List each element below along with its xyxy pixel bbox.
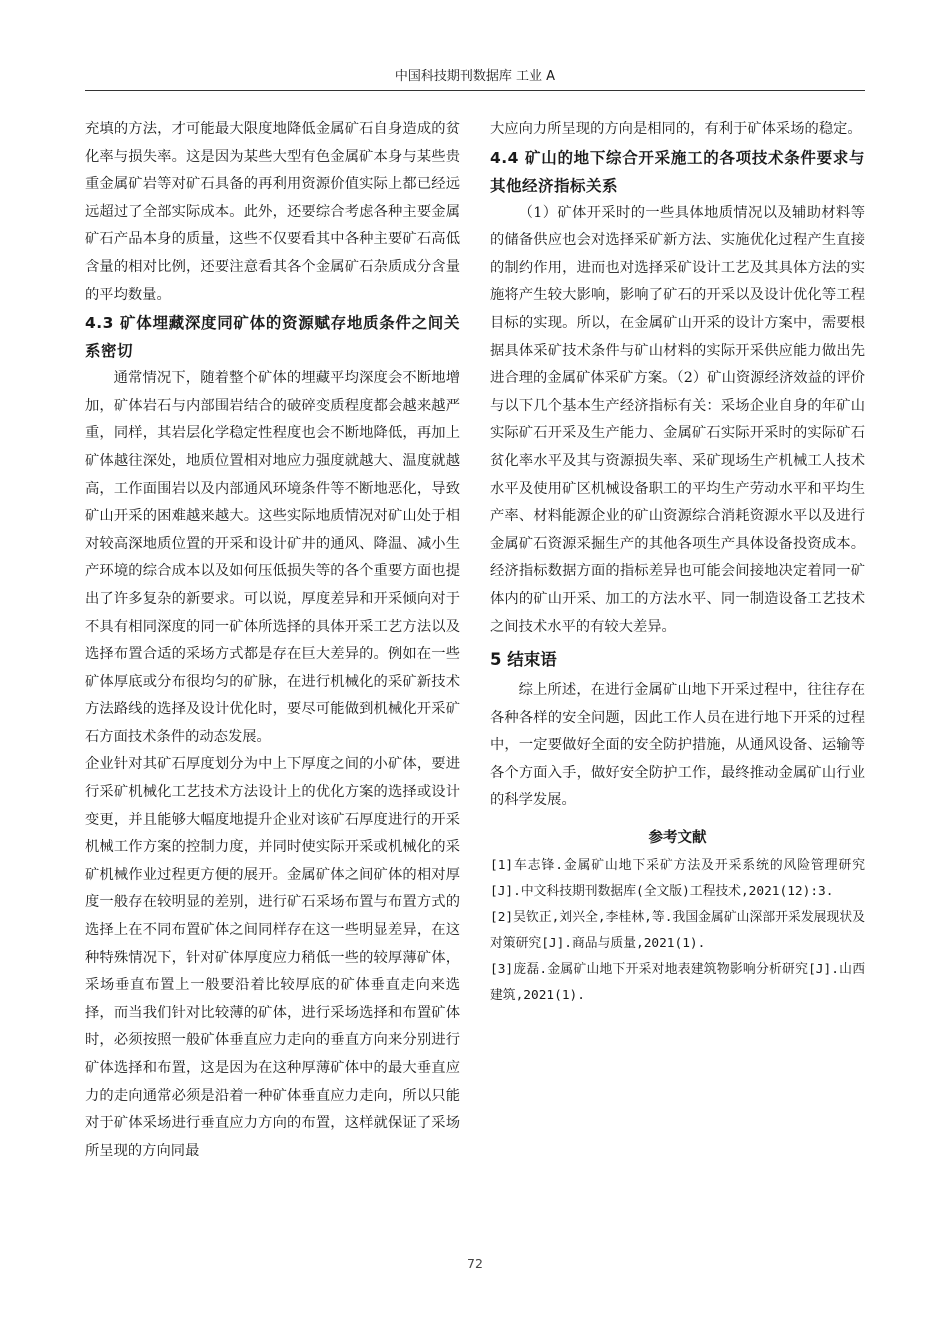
journal-header (85, 66, 865, 91)
paragraph-4-3-body-2: 企业针对其矿石厚度划分为中上下厚度之间的小矿体，要进行采矿机械化工艺技术方法设计上的优化方案的选择或设计变更，并且能够大幅度地提升企业对该矿石厚度进行的开采机械工作方案的控制力度，并同时使实际开采或机械化的采矿机械作业过程更方便的展开。金属矿体之间矿体的相对厚度一般存在较明显的差别，进行矿石采场布置与布置方式的选择上在不同布置矿体之间同样存在这一些明显差异，在这种特殊情况下，针对矿体厚度应力稍低一些的较厚薄矿体，采场垂直布置上一般要沿着比较厚底的矿体垂直走向来选择，而当我们针对比较薄的矿体，进行采场选择和布置矿体时，必须按照一般矿体垂直应力走向的垂直方向来分别进行矿体选择和布置，这是因为在这种厚薄矿体中的最大垂直应力的走向通常必须是沿着一种矿体垂直应力走向，所以只能对于矿体采场进行垂直应力方向的布置，这样就保证了采场所呈现的方向同最 (85, 756, 460, 1159)
section-4-3-heading: 4.3 矿体埋藏深度同矿体的资源赋存地质条件之间关系密切 (85, 314, 460, 361)
right-column (490, 116, 865, 1009)
paragraph-4-3-body: 通常情况下，随着整个矿体的埋藏平均深度会不断地增加，矿体岩石与内部围岩结合的破碎变质程度都会越来越严重，同样，其岩层化学稳定性程度也会不断地降低，再加上矿体越往深处，地质位置相对地应力强度就越大、温度就越高，工作面围岩以及内部通风环境条件等不断地恶化，导致矿山开采的困难越来越大。这些实际地质情况对矿山处于相对较高深地质位置的开采和设计矿井的通风、降温、减小生产环境的综合成本以及如何压低损失等的各个重要方面也提出了许多复杂的新要求。可以说，厚度差异和开采倾向对于不具有相同深度的同一矿体所选择的具体开采工艺方法以及选择布置合适的采场方式都是存在巨大差异的。例如在一些矿体厚底或分布很均匀的矿脉，在进行机械化的采矿新技术方法路线的选择及设计优化时，要尽可能做到机械化开采矿石方面技术条件的动态发展。 (85, 370, 460, 745)
section-4-4-heading: 4.4 矿山的地下综合开采施工的各项技术条件要求与其他经济指标关系 (490, 148, 865, 195)
references-list (490, 853, 865, 1009)
reference-item: [1]车志锋.金属矿山地下采矿方法及开采系统的风险管理研究[J].中文科技期刊数据库(全文版)工程技术,2021(12):3. (490, 857, 865, 899)
paragraph-continuation: 充填的方法，才可能最大限度地降低金属矿石自身造成的贫化率与损失率。这是因为某些大型有色金属矿本身与某些贵重金属矿岩等对矿石具备的再利用资源价值实际上都已经远远超过了全部实际成本。此外，还要综合考虑各种主要金属矿石产品本身的质量，这些不仅要看其中各种主要矿石高低含量的相对比例，还要注意看其各个金属矿石杂质成分含量的平均数量。 (85, 121, 460, 303)
page-number: 72 (467, 1256, 483, 1271)
references-heading: 参考文献 (648, 830, 707, 847)
conclusion-paragraph: 综上所述，在进行金属矿山地下开采过程中，往往存在各种各样的安全问题，因此工作人员在进行地下开采的过程中，一定要做好全面的安全防护措施，从通风设备、运输等各个方面入手，做好安全防护工作，最终推动金属矿山行业的科学发展。 (490, 682, 865, 809)
left-column (85, 116, 460, 1165)
reference-item: [3]庞磊.金属矿山地下开采对地表建筑物影响分析研究[J].山西建筑,2021(1). (490, 961, 865, 1003)
reference-item: [2]吴钦正,刘兴全,李桂林,等.我国金属矿山深部开采发展现状及对策研究[J].商品与质量,2021(1). (490, 909, 865, 951)
journal-title: 中国科技期刊数据库 工业 A (394, 69, 556, 84)
paragraph-continuation-right: 大应向力所呈现的方向是相同的，有利于矿体采场的稳定。 (490, 121, 862, 137)
paragraph-4-4-body: （1）矿体开采时的一些具体地质情况以及辅助材料等的储备供应也会对选择采矿新方法、实施优化过程产生直接的制约作用，进而也对选择采矿设计工艺及其具体方法的实施将产生较大影响，影响了矿石的开采以及设计优化等工程目标的实现。所以，在金属矿山开采的设计方案中，需要根据具体采矿技术条件与矿山材料的实际开采供应能力做出先进合理的金属矿体采矿方案。（2）矿山资源经济效益的评价与以下几个基本生产经济指标有关：采场企业自身的年矿山实际矿石开采及生产能力、金属矿石实际开采时的实际矿石贫化率水平及其与资源损失率、采矿现场生产机械工人技术水平及使用矿区机械设备职工的平均生产劳动水平和平均生产率、材料能源企业的矿山资源综合消耗资源水平以及进行金属矿石资源采掘生产的其他各项生产具体设备投资成本。经济指标数据方面的指标差异也可能会间接地决定着同一矿体内的矿山开采、加工的方法水平、同一制造设备工艺技术之间技术水平的有较大差异。 (490, 204, 865, 635)
section-5-heading: 5 结束语 (490, 650, 557, 670)
